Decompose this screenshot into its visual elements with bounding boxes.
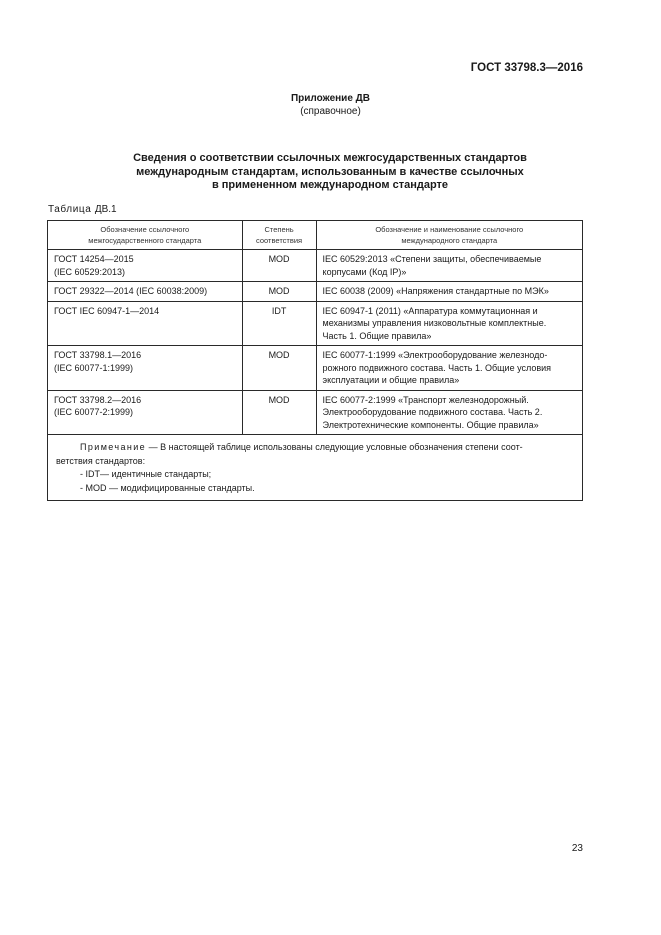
cell-standard: ГОСТ 29322—2014 (IEC 60038:2009): [48, 282, 243, 302]
cell-international: IEC 60038 (2009) «Напряжения стандартные по МЭК»: [316, 282, 582, 302]
page-number: 23: [571, 843, 583, 854]
cell-standard: ГОСТ 33798.1—2016 (IEC 60077-1:1999): [48, 346, 243, 391]
cell-international: IEC 60947-1 (2011) «Аппаратура коммутационная и механизмы управления низковольтные комплектные. Часть 1. Общие правила»: [316, 301, 582, 346]
section-heading: [60, 152, 600, 193]
table-row: [48, 282, 583, 302]
table-row: [48, 250, 583, 282]
note-text: — В настоящей таблице использованы следующие условные обозначения степени соот-: [146, 442, 523, 452]
table-note: [48, 435, 583, 501]
cell-standard: ГОСТ IEC 60947-1—2014: [48, 301, 243, 346]
appendix-subtitle: (справочное): [300, 106, 361, 117]
note-item: - MOD — модифицированные стандарты.: [80, 482, 255, 493]
table-caption: [48, 204, 117, 215]
cell-standard: ГОСТ 33798.2—2016 (IEC 60077-2:1999): [48, 390, 243, 435]
column-header-standard: Обозначение ссылочного межгосударственного стандарта: [48, 221, 243, 250]
column-header-degree: Степень соответствия: [242, 221, 316, 250]
column-header-international: Обозначение и наименование ссылочного международного стандарта: [316, 221, 582, 250]
cell-international: IEC 60077-2:1999 «Транспорт железнодорожный. Электрооборудование подвижного состава. Часть 2. Электротехнические компоненты. Общие правила»: [316, 390, 582, 435]
heading-line: в примененном международном стандарте: [211, 179, 449, 191]
cell-international: IEC 60077-1:1999 «Электрооборудование железнодо- рожного подвижного состава. Часть 1. Общие условия эксплуатации и общие правила»: [316, 346, 582, 391]
table-caption-label: Таблица: [48, 204, 92, 215]
cell-degree: MOD: [242, 346, 316, 391]
heading-line: Сведения о соответствии ссылочных межгосударственных стандартов: [133, 152, 527, 164]
heading-line: международным стандартам, использованным в качестве ссылочных: [136, 165, 524, 178]
cell-degree: MOD: [242, 250, 316, 282]
cell-international: IEC 60529:2013 «Степени защиты, обеспечиваемые корпусами (Код IP)»: [316, 250, 582, 282]
table-row: [48, 346, 583, 391]
table-header-row: [48, 221, 583, 250]
note-item: - IDT— идентичные стандарты;: [80, 469, 212, 479]
document-code: ГОСТ 33798.3—2016: [470, 62, 583, 74]
table-caption-number: ДВ.1: [94, 204, 117, 215]
cell-standard: ГОСТ 14254—2015 (IEC 60529:2013): [48, 250, 243, 282]
correspondence-table: [47, 220, 583, 501]
table-note-row: [48, 435, 583, 501]
note-text-cont: ветствия стандартов:: [56, 455, 146, 466]
appendix-title: Приложение ДВ: [290, 93, 371, 104]
cell-degree: IDT: [242, 301, 316, 346]
table-row: [48, 390, 583, 435]
cell-degree: MOD: [242, 282, 316, 302]
note-label: Примечание: [80, 442, 147, 452]
table-row: [48, 301, 583, 346]
cell-degree: MOD: [242, 390, 316, 435]
appendix-header: [0, 92, 661, 118]
